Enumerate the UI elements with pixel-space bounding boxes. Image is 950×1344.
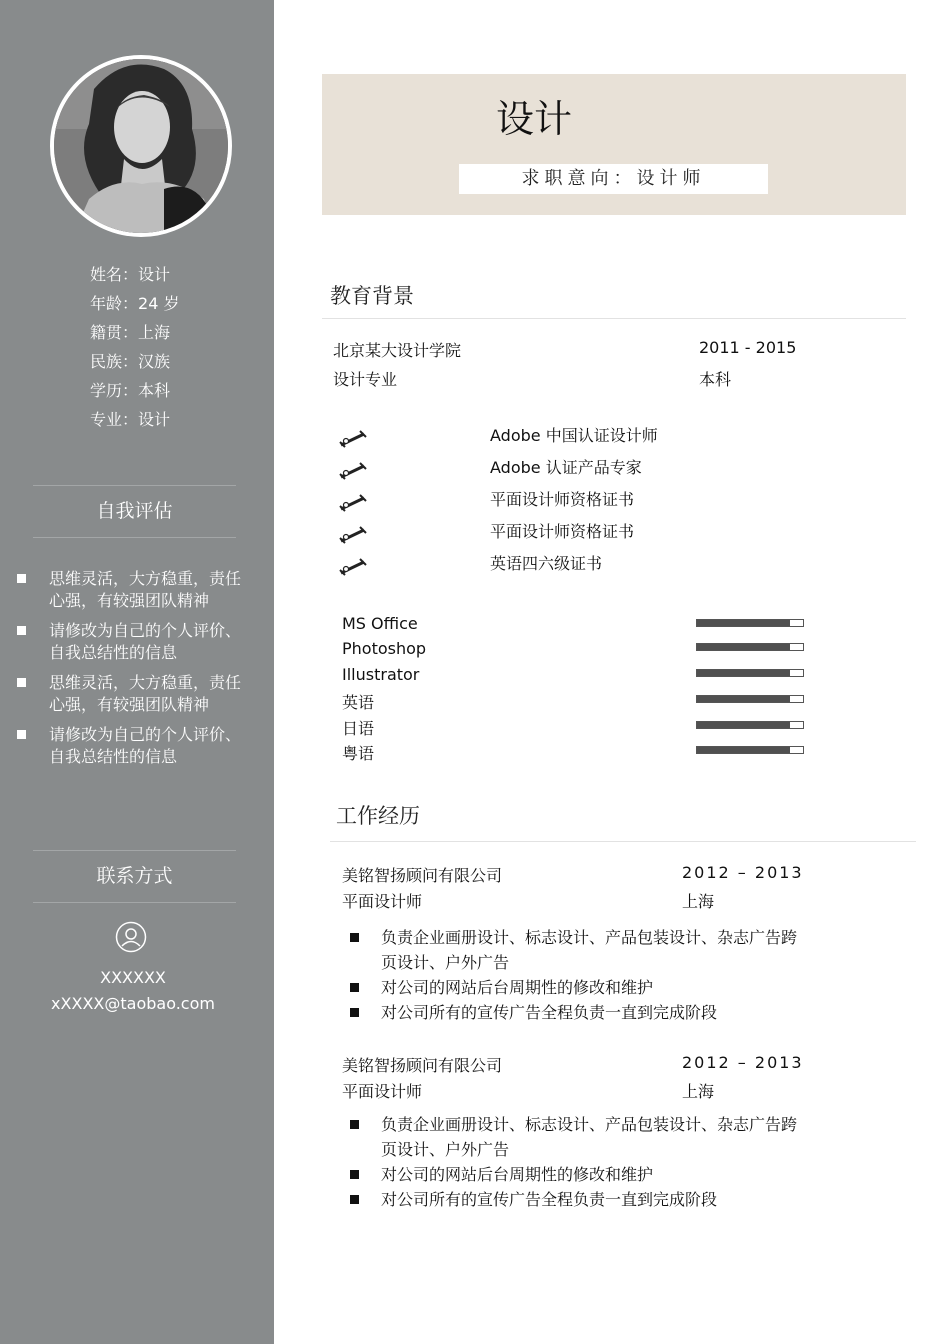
skill-name: 粤语 bbox=[342, 744, 375, 763]
skill-fill bbox=[697, 620, 790, 626]
job-city: 上海 bbox=[682, 1082, 715, 1101]
info-value: 设计 bbox=[138, 410, 171, 429]
self-eval-item: 思维灵活，大方稳重，责任心强，有较强团队精神 bbox=[16, 568, 256, 612]
skill-fill bbox=[697, 644, 790, 650]
avatar bbox=[50, 55, 232, 237]
info-label: 学历： bbox=[90, 381, 139, 400]
skill-fill bbox=[697, 722, 790, 728]
info-label: 民族： bbox=[90, 352, 139, 371]
job-role: 平面设计师 bbox=[342, 1082, 423, 1101]
user-circle-icon bbox=[115, 921, 147, 953]
skill-fill bbox=[697, 670, 790, 676]
job-duties bbox=[348, 1112, 798, 1212]
skill-bar bbox=[696, 721, 804, 729]
info-age bbox=[90, 289, 179, 318]
job-years: 2012 – 2013 bbox=[682, 863, 804, 882]
education-divider bbox=[322, 318, 906, 319]
skill-name: Illustrator bbox=[342, 665, 420, 684]
duty-item: 负责企业画册设计、标志设计、产品包装设计、杂志广告跨页设计、户外广告 bbox=[348, 925, 798, 975]
info-label: 籍贯： bbox=[90, 323, 139, 342]
certificate-item: 英语四六级证书 bbox=[490, 554, 603, 573]
skill-bar bbox=[696, 619, 804, 627]
info-name bbox=[90, 260, 179, 289]
duty-item: 对公司所有的宣传广告全程负责一直到完成阶段 bbox=[348, 1000, 798, 1025]
job-city: 上海 bbox=[682, 892, 715, 911]
info-ethnicity bbox=[90, 347, 179, 376]
info-value: 24 岁 bbox=[138, 294, 180, 313]
skill-name: MS Office bbox=[342, 614, 418, 633]
contact-email: xXXXX@taobao.com bbox=[51, 994, 215, 1013]
diploma-icon bbox=[338, 524, 368, 544]
duty-item: 对公司所有的宣传广告全程负责一直到完成阶段 bbox=[348, 1187, 798, 1212]
info-label: 姓名： bbox=[90, 265, 139, 284]
skill-fill bbox=[697, 696, 790, 702]
education-degree: 本科 bbox=[699, 370, 732, 389]
job-years: 2012 – 2013 bbox=[682, 1053, 804, 1072]
personal-info-list bbox=[90, 260, 179, 434]
applicant-name: 设计 bbox=[496, 97, 573, 141]
education-years: 2011 - 2015 bbox=[699, 338, 797, 357]
diploma-icon bbox=[338, 492, 368, 512]
skill-name: Photoshop bbox=[342, 639, 427, 658]
info-education bbox=[90, 376, 179, 405]
self-eval-heading: 自我评估 bbox=[33, 485, 236, 538]
header-banner bbox=[322, 74, 906, 215]
certificate-item: Adobe 中国认证设计师 bbox=[490, 426, 658, 445]
self-eval-item: 请修改为自己的个人评价、自我总结性的信息 bbox=[16, 724, 256, 768]
work-heading: 工作经历 bbox=[336, 804, 420, 828]
contact-phone: XXXXXX bbox=[100, 968, 166, 987]
skill-bar bbox=[696, 643, 804, 651]
info-value: 上海 bbox=[138, 323, 171, 342]
diploma-icon bbox=[338, 428, 368, 448]
diploma-icon bbox=[338, 460, 368, 480]
duty-item: 负责企业画册设计、标志设计、产品包装设计、杂志广告跨页设计、户外广告 bbox=[348, 1112, 798, 1162]
self-eval-item: 请修改为自己的个人评价、自我总结性的信息 bbox=[16, 620, 256, 664]
skill-name: 日语 bbox=[342, 719, 375, 738]
info-label: 年龄： bbox=[90, 294, 139, 313]
info-value: 设计 bbox=[138, 265, 171, 284]
certificate-item: 平面设计师资格证书 bbox=[490, 522, 635, 541]
job-duties bbox=[348, 925, 798, 1025]
job-company: 美铭智扬顾问有限公司 bbox=[342, 1056, 503, 1075]
self-eval-item: 思维灵活，大方稳重，责任心强，有较强团队精神 bbox=[16, 672, 256, 716]
skill-fill bbox=[697, 747, 790, 753]
portrait-photo bbox=[54, 59, 228, 233]
info-hometown bbox=[90, 318, 179, 347]
education-school: 北京某大设计学院 bbox=[333, 341, 462, 360]
skill-name: 英语 bbox=[342, 693, 375, 712]
diploma-icon bbox=[338, 556, 368, 576]
info-major bbox=[90, 405, 179, 434]
info-label: 专业： bbox=[90, 410, 139, 429]
work-divider bbox=[330, 841, 916, 842]
skill-bar bbox=[696, 669, 804, 677]
contact-heading: 联系方式 bbox=[33, 850, 236, 903]
certificate-item: 平面设计师资格证书 bbox=[490, 490, 635, 509]
duty-item: 对公司的网站后台周期性的修改和维护 bbox=[348, 975, 798, 1000]
sidebar bbox=[0, 0, 274, 1344]
education-heading: 教育背景 bbox=[330, 284, 414, 308]
job-role: 平面设计师 bbox=[342, 892, 423, 911]
info-value: 本科 bbox=[138, 381, 171, 400]
skill-bar bbox=[696, 695, 804, 703]
job-company: 美铭智扬顾问有限公司 bbox=[342, 866, 503, 885]
skill-bar bbox=[696, 746, 804, 754]
certificate-item: Adobe 认证产品专家 bbox=[490, 458, 642, 477]
job-intent: 求职意向：设计师 bbox=[459, 164, 768, 194]
education-major: 设计专业 bbox=[333, 370, 398, 389]
info-value: 汉族 bbox=[138, 352, 171, 371]
self-eval-list bbox=[16, 568, 256, 776]
duty-item: 对公司的网站后台周期性的修改和维护 bbox=[348, 1162, 798, 1187]
